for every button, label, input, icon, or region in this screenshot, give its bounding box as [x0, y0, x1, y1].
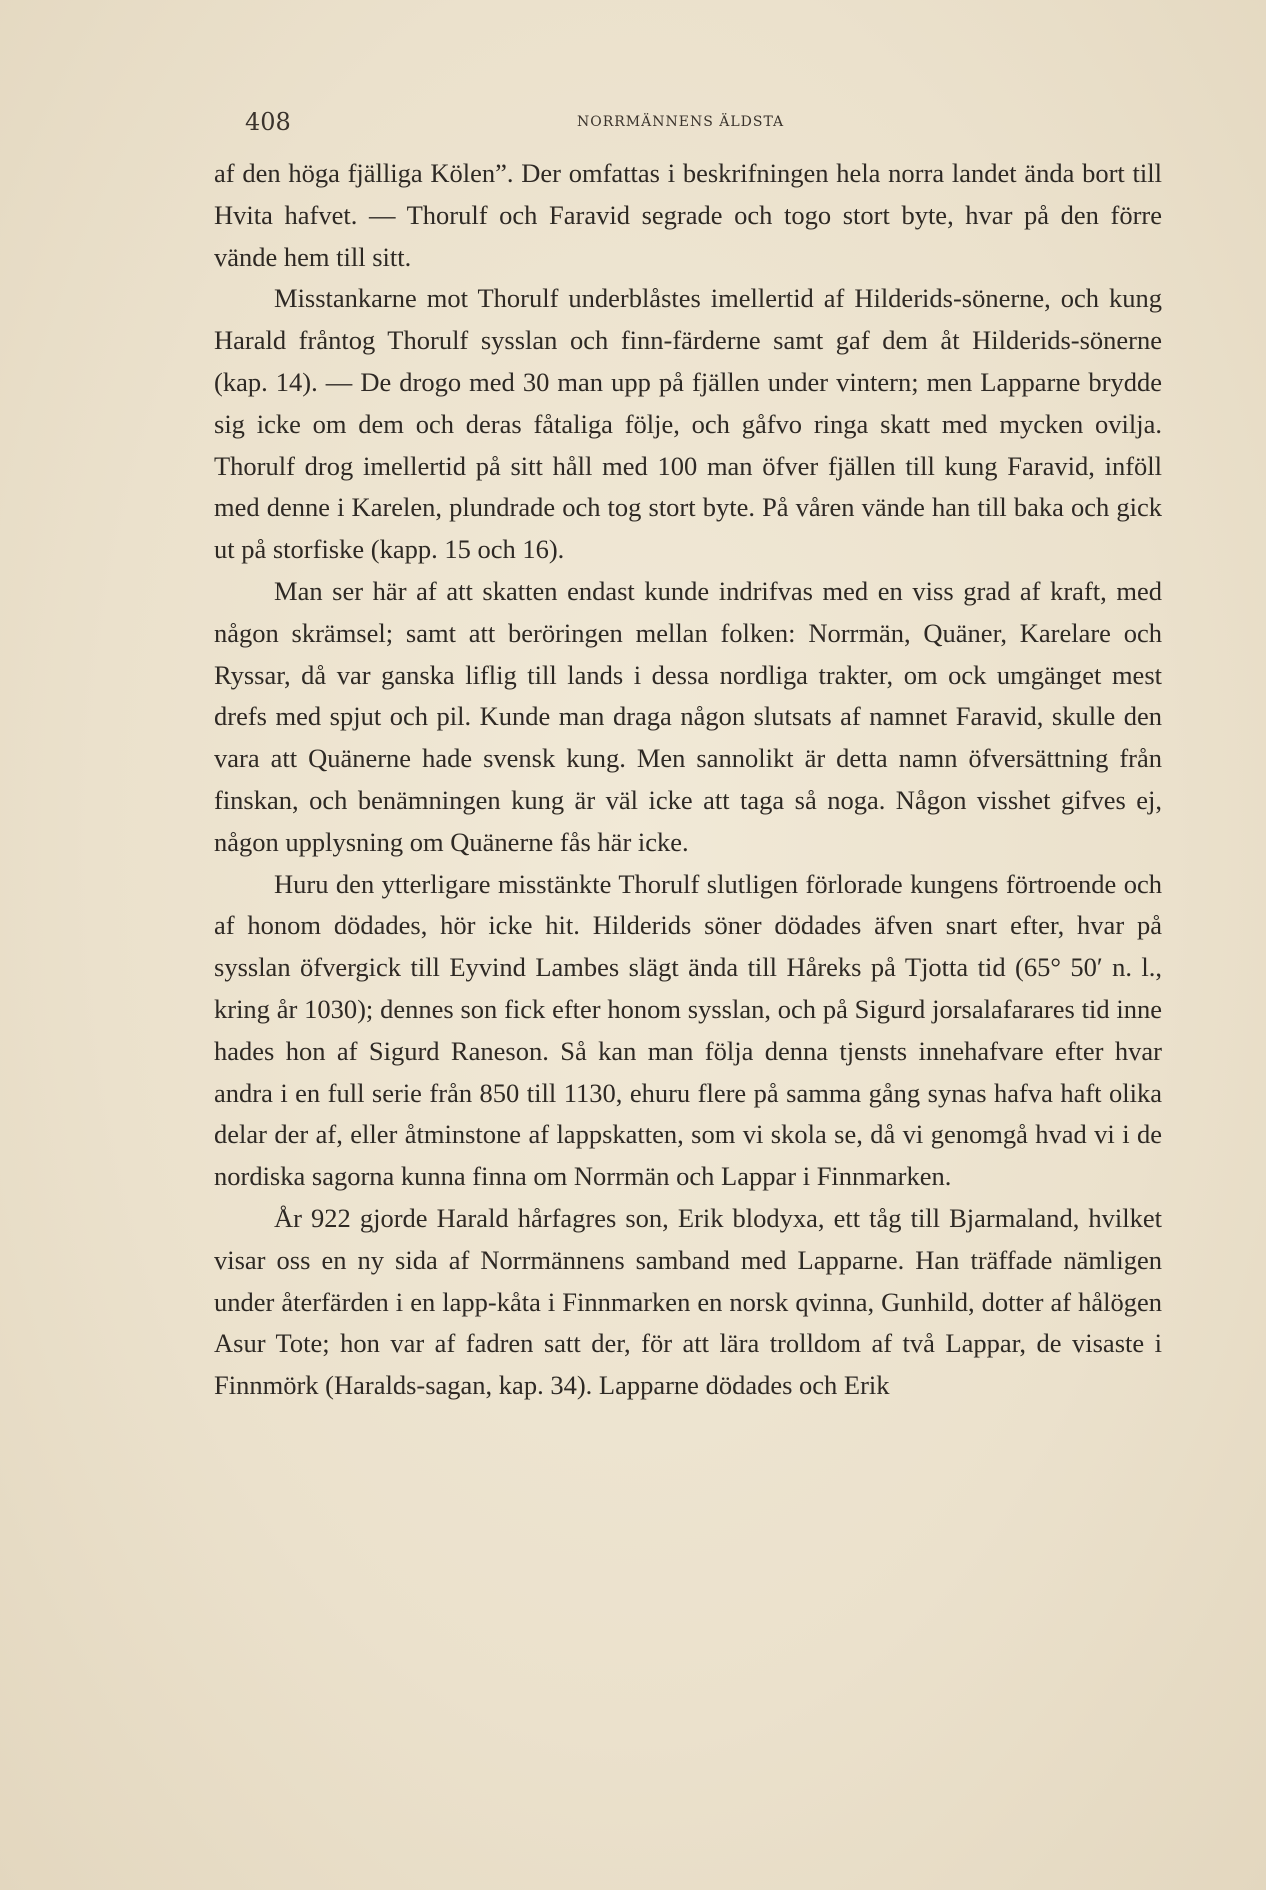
- paragraph-3: Man ser här af att skatten endast kunde indrifvas med en viss grad af kraft, med någon skrämsel; samt att beröringen mellan folken: Norrmän, Quäner, Karelare och Ryssar, då var ganska liflig till lands i dessa nordliga trakter, om ock umgänget mest drefs med spjut och pil. Kunde man draga någon slutsats af namnet Faravid, skulle den vara att Quänerne hade svensk kung. Men sannolikt är detta namn öfversättning från finskan, och benämningen kung är väl icke att taga så noga. Någon visshet gifves ej, någon upplysning om Quänerne fås här icke.: [214, 575, 1162, 857]
- page-number: 408: [245, 108, 291, 136]
- paragraph-2: Misstankarne mot Thorulf underblåstes imellertid af Hilderids-sönerne, och kung Harald fråntog Thorulf sysslan och finn-färderne samt gaf dem åt Hilderids-sönerne (kap. 14). — De drogo med 30 man upp på fjällen under vintern; men Lapparne brydde sig icke om dem och deras fåtaliga följe, och gåfvo ringa skatt med mycken ovilja. Thorulf drog imellertid på sitt håll med 100 man öfver fjällen till kung Faravid, inföll med denne i Karelen, plundrade och tog stort byte. På våren vände han till baka och gick ut på storfiske (kapp. 15 och 16).: [214, 283, 1162, 565]
- paragraph-5: År 922 gjorde Harald hårfagres son, Erik blodyxa, ett tåg till Bjarmaland, hvilket visar oss en ny sida af Norrmännens samband med Lapparne. Han träffade nämligen under återfärden i en lapp-kåta i Finnmarken en norsk qvinna, Gunhild, dotter af hålögen Asur Tote; hon var af fadren satt der, för att lära trolldom af två Lappar, de visaste i Finnmörk (Haralds-sagan, kap. 34). Lapparne dödades och Erik: [214, 1202, 1162, 1401]
- running-title: NORRMÄNNENS ÄLDSTA: [577, 114, 785, 130]
- body-text: [214, 153, 1162, 1407]
- paragraph-4: Huru den ytterligare misstänkte Thorulf slutligen förlorade kungens förtroende och af honom dödades, hör icke hit. Hilderids söner dödades äfven snart efter, hvar på sysslan öfvergick till Eyvind Lambes slägt ända till Håreks på Tjotta tid (65° 50′ n. l., kring år 1030); dennes son fick efter honom sysslan, och på Sigurd jorsalafarares tid inne hades hon af Sigurd Raneson. Så kan man följa denna tjensts innehafvare efter hvar andra i en full serie från 850 till 1130, ehuru flere på samma gång synas hafva haft olika delar der af, eller åtminstone af lappskatten, som vi skola se, då vi genomgå hvad vi i de nordiska sagorna kunna finna om Norrmän och Lappar i Finnmarken.: [214, 868, 1162, 1192]
- paragraph-1: af den höga fjälliga Kölen”. Der omfattas i beskrifningen hela norra landet ända bort till Hvita hafvet. — Thorulf och Faravid segrade och togo stort byte, hvar på den förre vände hem till sitt.: [214, 158, 1162, 272]
- running-head: [245, 108, 1160, 138]
